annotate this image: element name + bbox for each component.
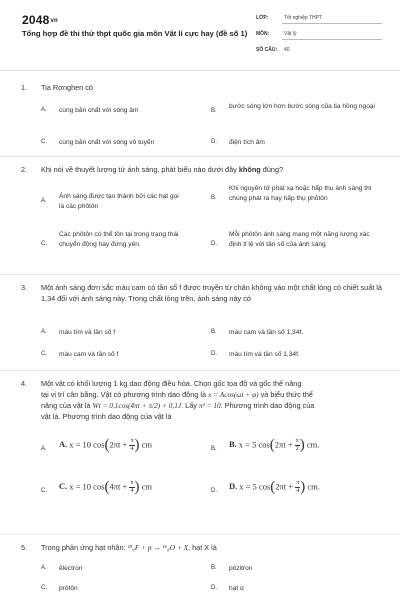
site-logo[interactable]: 2048vn: [22, 13, 58, 27]
question-text: Tia Rơnghen có: [41, 83, 93, 92]
question-number: 1.: [21, 83, 28, 92]
question-text: Một ánh sáng đơn sắc màu cam có tần số f được truyền từ chân không vào một chất lỏng có chiết suất là 1,34 đối với ánh sáng này. Trong chất lỏng trên, ánh sáng này có: [41, 283, 382, 303]
option-c[interactable]: C. C. x = 10 cos(4πt + $\frac{\pi}{4}$ ) cm: [41, 478, 153, 495]
question-text: Một vật có khối lượng 1 kg dao động điều hòa. Chọn gốc tọa độ và gốc thế năng tại vị trí cân bằng. Vật có phương trình dao động là x = Acos(ωt + φ) và biểu thức thế năng của vật là Wt = 0,1cos(4πt + π/2) + 0,1J. Lấy π² = 10. Phương trình dao động của vật là. Phương trình dao động của vật là: [41, 379, 315, 421]
question-number: 2.: [21, 165, 28, 174]
question-4: [21, 378, 386, 526]
header: [0, 0, 400, 68]
page-title: Tổng hợp đề thi thử thpt quốc gia môn Vật lí cực hay (đề số 1): [22, 29, 248, 38]
question-number: 4.: [21, 379, 28, 388]
question-3: 3. Một ánh sáng đơn sắc màu cam có tần số f được truyền từ chân không vào một chất lỏng có chiết suất là 1,34 đối với ánh sáng này. Trong chất lỏng trên, ánh sáng này có A. màu tím và tần số f B. màu cam và tần số 1,34f. C. màu cam và tần số f D. màu tím và tần số 1,34f.: [21, 282, 386, 366]
question-number: 3.: [21, 283, 28, 292]
question-2: 2. Khi nói về thuyết lượng tử ánh sáng, phát biểu nào dưới đây không đúng? A. Ánh sáng được tạo thành bởi các hạt gọi là các phôtôn B. Khi nguyên tử phát xạ hoặc hấp thụ ánh sáng thì chúng phát ra hay hấp thụ phôtôn C. Các phôtôn có thể tồn tại trong trạng thái chuyển động hay đứng yên. D. Mỗi phôtôn ánh sáng mang một năng lượng xác định tỉ lệ với tần số của ánh sáng: [21, 164, 386, 270]
option-a[interactable]: A. A. x = 10 cos(2πt + $\frac{\pi}{4}$ ) cm: [41, 436, 153, 453]
question-5: 5. Trong phản ứng hạt nhân: ¹⁹₉F + p → ¹⁶₈O + X, hạt X là A. êlectron B. pôzitron C. prôtôn D. hạt α: [21, 542, 386, 600]
option-b[interactable]: B. B. x = 5 cos(2πt + $\frac{\pi}{2}$ ) cm.: [211, 436, 320, 453]
meta-mon: MÔN: Vật lý: [256, 31, 297, 37]
question-1: 1. Tia Rơnghen có A. cùng bản chất với sóng âm B. bước sóng lớn hơn bước sóng của tia hồng ngoại C. cùng bản chất với sóng vô tuyến D. điện tích âm: [21, 82, 386, 152]
meta-lop: LỚP: Tốt nghiệp THPT: [256, 15, 322, 21]
meta-so-cau: SỐ CÂU: 40: [256, 47, 290, 53]
option-d[interactable]: D. D. x = 5 cos(2πt + $\frac{\pi}{4}$ ) cm.: [211, 478, 320, 495]
question-text: Khi nói về thuyết lượng tử ánh sáng, phát biểu nào dưới đây không đúng?: [41, 165, 284, 174]
question-number: 5.: [21, 543, 28, 552]
question-text: Trong phản ứng hạt nhân: ¹⁹₉F + p → ¹⁶₈O + X, hạt X là: [41, 543, 217, 552]
